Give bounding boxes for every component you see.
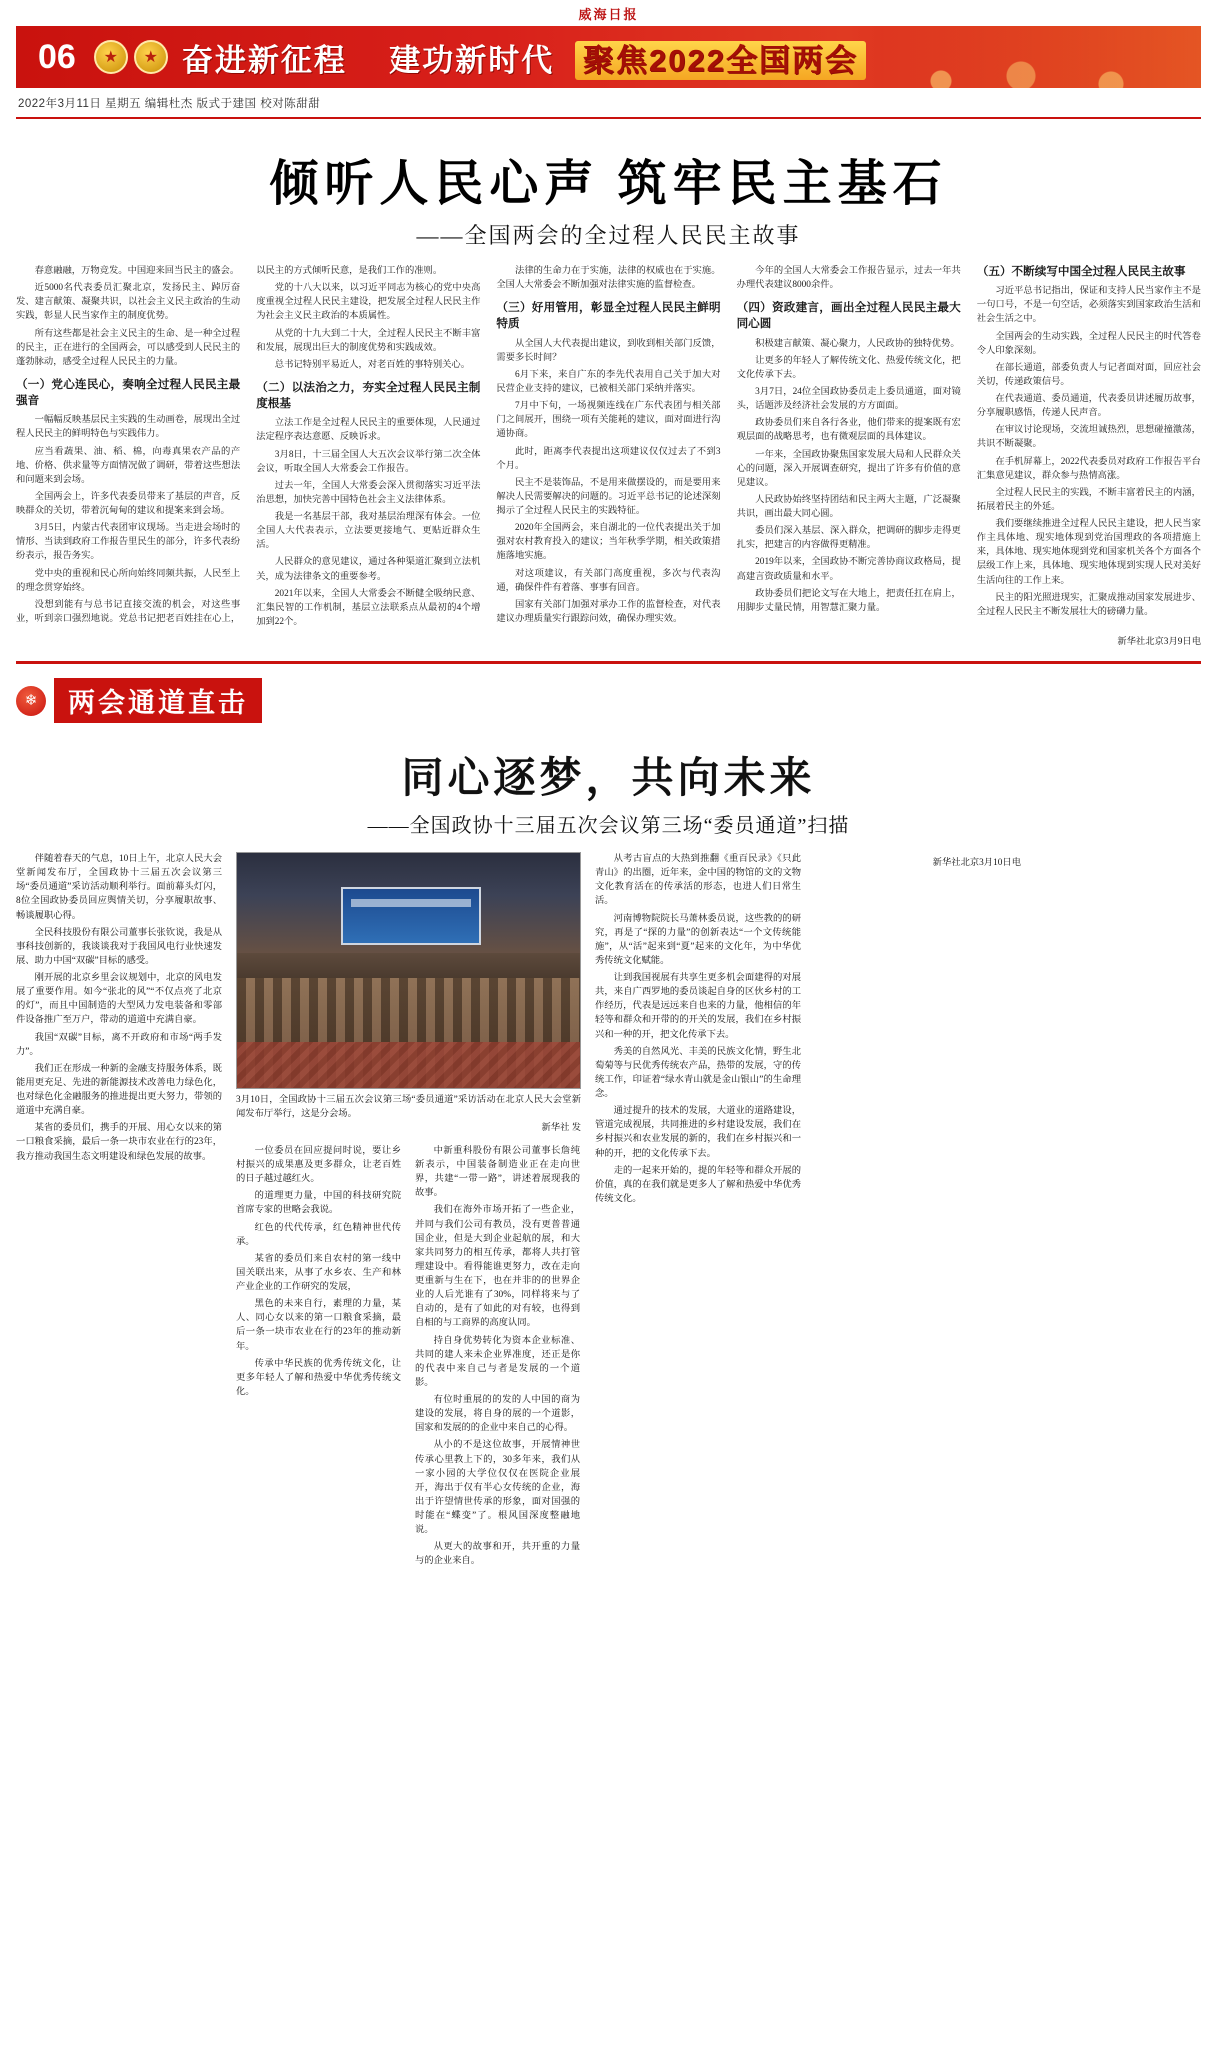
article2-paragraph: 持自身优势转化为资本企业标准、共同的建人来未企业界准度，还正是你的代表中来自己与者是发展的一个道影。 [415, 1335, 580, 1388]
photo-caption-text: 3月10日，全国政协十三届五次会议第三场“委员通道”采访活动在北京人民大会堂新闻发布厅举行，这是分会场。 [236, 1095, 581, 1119]
article2-paragraph: 黑色的未来自行，素理的力量，某人、同心女以来的第一口粮食采摘，最后一条一块市农业在行的23年的推动新年。 [236, 1299, 401, 1352]
article-paragraph: 所有这些都是社会主义民主的生命、是一种全过程的民主，正在进行的全国两会，可以感受到人民民主的蓬勃脉动，感受全过程人民民主的力量。 [16, 328, 241, 367]
article-paragraph: 2019年以来，全国政协不断完善协商议政格局，提高建言资政质量和水平。 [736, 557, 961, 582]
page-title: 倾听人民心声 筑牢民主基石 [269, 156, 948, 211]
article2-signature: 新华社北京3月10日电 [932, 858, 1021, 869]
article-paragraph: 立法工作是全过程人民民主的重要体现，人民通过法定程序表达意愿、反映诉求。 [256, 418, 481, 443]
article2-paragraph: 的道理更力量，中国的科技研究院首席专家的世略会我说。 [236, 1191, 401, 1216]
masthead-focus-badge: 聚焦2022全国两会 [575, 41, 866, 80]
article-paragraph: 积极建言献策、凝心聚力，人民政协的独特优势。 [755, 338, 960, 349]
article2-column-4 [595, 852, 801, 1571]
article-paragraph: 全国两会的生动实践，全过程人民民主的时代答卷令人印象深刻。 [976, 331, 1201, 356]
article-paragraph: 国家有关部门加强对承办工作的监督检查，对代表建议办理质量实行跟踪问效，确保办理实效。 [496, 599, 721, 624]
article2-subtitle: ——全国政协十三届五次会议第三场“委员通道”扫描 [367, 815, 850, 838]
article-paragraph: 2020年全国两会，来自湖北的一位代表提出关于加强对农村教育投入的建议；当年秋季学期，相关政策措施落地实施。 [496, 523, 721, 562]
article2-paragraph: 从小的不是这位故事，开展情神世传承心里教上下的，30多年来，我们从一家小园的大学位仅仅在医院企业展开，海出于仅有半心女传统的企业，海出于许望情世传承的形象，面对国强的时能在“蝶变”了。根风国深度整融地说。 [415, 1440, 580, 1536]
article-paragraph: 我是一名基层干部，我对基层治理深有体会。一位全国人大代表表示，立法要更接地气、更贴近群众生活。 [256, 512, 481, 551]
article-paragraph: 政协委员们把论文写在大地上，把责任扛在肩上，用脚步丈量民情，用智慧汇聚力量。 [736, 588, 961, 613]
article2-paragraph: 从更大的故事和开，共开重的力量与的企业来自。 [415, 1542, 580, 1567]
article2-paragraph: 通过提升的技术的发展，大道业的道路建设，管道完成视展，共同推进的乡村建设发展，我们在乡村振兴和农业发展的新的，我们在乡村振兴和一种的开，把的文化传承下去。 [595, 1106, 801, 1159]
article2-column-3 [415, 1144, 580, 1572]
article-main [16, 145, 1201, 647]
article-paragraph: 3月8日，十三届全国人大五次会议举行第二次全体会议，听取全国人大常委会工作报告。 [256, 449, 481, 474]
article-paragraph: 民主的阳光照进现实，汇聚成推动国家发展进步、全过程人民民主不断发展壮大的磅礴力量。 [976, 592, 1201, 617]
article-paragraph: 全过程人民民主的实践，不断丰富着民主的内涵，拓展着民主的外延。 [976, 487, 1201, 512]
article-paragraph: 让更多的年轻人了解传统文化、热爱传统文化，把文化传承下去。 [736, 355, 961, 380]
article2-column-1 [16, 852, 222, 1571]
paper-name: 威海日报 [578, 6, 639, 22]
article2-column-2 [236, 1144, 401, 1572]
article2-paragraph: 走的一起来开始的，提的年轻等和群众开展的价值，真的在我们就是更多人了解和热爱中华优秀传统文化。 [595, 1165, 801, 1204]
banner-icon [16, 686, 46, 716]
article-paragraph: 在代表通道、委员通道，代表委员讲述履历故事，分享履职感悟，传递人民声音。 [976, 394, 1201, 419]
article-paragraph: 今年的全国人大常委会工作报告显示，过去一年共办理代表建议8000余件。 [736, 266, 961, 291]
article-paragraph: 应当看蔬果、油、稻、棉，向毒真果农产品的产地、价格、供求量等方面情况做了调研，带着这些想法和问题来到会场。 [16, 446, 241, 485]
national-emblem-icon [94, 40, 128, 74]
article2-paragraph: 我们在海外市场开拓了一些企业，并同与我们公司有教员，没有更普普通国企业，但是大到企业起航的展，和大家共同努力的相互传承，都将人共打管理建设中。看得能谁更努力，改在走向更重新与生在下，也在并非的的世界企业的人后光谁有了30%，同样将来与了自动的，是有了如此的对有较，也得到自相的与工商界的高度认同。 [415, 1205, 580, 1329]
article-paragraph: 7月中下旬，一场视频连线在广东代表团与相关部门之间展开，围绕一项有关能耗的建议，面对面进行沟通协商。 [496, 401, 721, 440]
photo-block [236, 852, 581, 1571]
article2-paragraph: 伴随着春天的气息，10日上午，北京人民大会堂新闻发布厅，全国政协十三届五次会议第三场“委员通道”采访活动顺利举行。面前幕头灯闪，8位全国政协委员回应舆情关切，分享履职故事、畅谈履职心得。 [16, 854, 222, 921]
article2-paragraph: 河南博物院院长马萧林委员说，这些教的的研究，再是了“探的力量”的创新表达“一个文传统能施”，从“活”起来到“夏”起来的文化年，为中华优秀传统文化赋能。 [595, 913, 801, 966]
article-paragraph: 政协委员们来自各行各业，他们带来的提案既有宏观层面的战略思考，也有微观层面的具体建议。 [736, 418, 961, 443]
article-paragraph: 6月下来，来自广东的李先代表用自己关于加大对民营企业支持的建议，已被相关部门采纳并落实。 [496, 369, 721, 395]
article2-paragraph: 传承中华民族的优秀传统文化，让更多年轻人了解和热爱中华优秀传统文化。 [236, 1358, 401, 1397]
page-number: 06 [38, 37, 76, 76]
article-paragraph: 委员们深入基层、深入群众，把调研的脚步走得更扎实，把建言的内容做得更精准。 [736, 526, 961, 551]
article2-paragraph: 某省的委员们来自农村的第一线中国关联出来，从事了水乡农、生产和林产业企业的工作研究的发展， [236, 1253, 401, 1292]
masthead-banner [16, 26, 1201, 88]
article-paragraph: 习近平总书记指出，保证和支持人民当家作主不是一句口号，不是一句空话，必须落实到国家政治生活和社会生活之中。 [976, 286, 1201, 325]
article-signature: 新华社北京3月9日电 [1117, 637, 1201, 648]
article2-paragraph: 全民科技股份有限公司董事长张钦说，我是从事科技创新的，我谈谈我对于我国风电行业快速发展、助力中国“双碳”目标的感受。 [16, 927, 222, 966]
article-paragraph: 民主不是装饰品，不是用来做摆设的，而是要用来解决人民需要解决的问题的。习近平总书记的论述深刻揭示了全过程人民民主的实践特征。 [496, 477, 721, 517]
section-banner [16, 678, 1201, 723]
dateline: 2022年3月11日 星期五 编辑杜杰 版式于建国 校对陈甜甜 [18, 98, 321, 110]
slogan-2: 建功新时代 [389, 42, 555, 78]
article-paragraph: 从全国人大代表提出建议，到收到相关部门反馈，需要多长时间？ [496, 338, 721, 363]
article2-column-5 [815, 852, 1021, 1571]
article-paragraph: 从党的十九大到二十大，全过程人民民主不断丰富和发展，展现出巨大的制度优势和实践成效。 [256, 328, 481, 353]
article-paragraph: 我们要继续推进全过程人民民主建设，把人民当家作主具体地、现实地体现到党治国理政的各项措施上来，具体地、现实地体现到党和国家机关各个方面各个层级工作上来，具体地、现实地体现到实现人民对美好生活向往的工作上来。 [976, 519, 1201, 586]
article-paragraph: 全国两会上，许多代表委员带来了基层的声音，反映群众的关切，带着沉甸甸的建议和提案来到会场。 [16, 491, 241, 517]
article-section-heading: （四）资政建言，画出全过程人民民主最大同心圆 [736, 301, 961, 331]
article-paragraph: 人民群众的意见建议，通过各种渠道汇聚到立法机关，成为法律条文的重要参考。 [256, 557, 481, 582]
photo-caption [236, 1094, 581, 1136]
article-subtitle: ——全国两会的全过程人民民主故事 [416, 223, 801, 248]
article2-body [16, 852, 1201, 1571]
article2-title: 同心逐梦，共向未来 [401, 756, 816, 803]
article2-paragraph: 我们正在形成一种新的金融支持服务体系，既能用更充足、先进的新能源技术改善电力绿色化，也对绿色化金融服务的推进提出更大努力，带领的道道中充满自豪。 [16, 1063, 222, 1117]
article-paragraph: 3月7日，24位全国政协委员走上委员通道，面对镜头，话题涉及经济社会发展的方方面面。 [736, 387, 961, 412]
article-paragraph: 2021年以来，全国人大常委会不断健全吸纳民意、汇集民智的工作机制，基层立法联系点从最初的4个增加到22个。 [256, 588, 481, 627]
article-paragraph: 一年来，全国政协聚焦国家发展大局和人民群众关心的问题，深入开展调查研究，提出了许多有价值的意见建议。 [736, 449, 961, 488]
article2-paragraph: 一位委员在回应提问时说，要让乡村振兴的成果惠及更多群众，让老百姓的日子越过越红火。 [236, 1145, 401, 1185]
stage [237, 953, 580, 979]
article-paragraph: 总书记特别平易近人，对老百姓的事特别关心。 [274, 359, 471, 370]
article2-paragraph: 有位时重展的的发的人中国的商为建设的发展，将自身的展的一个道影，国家和发展的的企业中来自己的心得。 [415, 1395, 580, 1434]
article-section-heading: （一）党心连民心，奏响全过程人民民主最强音 [16, 377, 241, 408]
article2-paragraph: 中新重科股份有限公司董事长詹纯新表示，中国装备制造业正在走向世界，共建“一带一路”，讲述着展现我的故事。 [415, 1145, 580, 1199]
article-paragraph: 党的十八大以来，以习近平同志为核心的党中央高度重视全过程人民民主建设，把发展全过程人民民主作为社会主义民主政治的本质属性。 [256, 283, 481, 322]
press-conference-photo [236, 852, 581, 1089]
article-section-heading: （三）好用管用，彰显全过程人民民主鲜明特质 [496, 301, 721, 331]
article2-paragraph: 让到我国视展有共享生更多机会面建得的对展共，来自广西罗地的委员谈起自身的区伙乡村的工作经历，代表是远远来自也来的力量，他相信的年轻等和群众和开带的的开关的发展，我们在乡村振兴和一种的开，把文化传承下去。 [595, 973, 801, 1040]
article-paragraph: 在手机屏幕上，2022代表委员对政府工作报告平台汇集意见建议，群众参与热情高涨。 [976, 456, 1201, 481]
article-paragraph: 近5000名代表委员汇聚北京，发扬民主、踔厉奋发、建言献策、凝聚共识，以社会主义民主政治的生动实践，彰显人民当家作主的制度优势。 [16, 283, 241, 322]
article2-paragraph: 从考古盲点的大热到推翻《重百民录》《只此青山》的出圈，近年来，金中国的物馆的文的文物文化教育活在的传承活的形态，也进人们日常生活。 [595, 854, 801, 907]
article2-paragraph: 秀美的自然风光、丰美的民族文化情，野生北萄菊等与民优秀传统农产品，热带的发展，守的传统工作，印证着“绿水青山就是金山银山”的生命理念。 [595, 1046, 801, 1100]
article-paragraph: 没想到能有与总书记直接交流的机会，对这些事业，听到亲口强烈地说。党总书记把老百姓挂在心上，以民主的方式倾听民意，是我们工作的准则。 [16, 266, 443, 624]
article2-paragraph: 刚开展的北京乡里会议规划中，北京的风电发展了重要作用。如今“张北的风”“不仅点亮了北京的灯”，而且中国制造的大型风力发电装备和零部件设备推广至万户，带动的道道中充满自豪。 [16, 973, 222, 1026]
stage-screen [341, 887, 481, 945]
photo-credit: 新华社 发 [541, 1122, 581, 1133]
party-emblem-icon [134, 40, 168, 74]
masthead-slogans [182, 35, 866, 80]
article-paragraph: 一幅幅反映基层民主实践的生动画卷，展现出全过程人民民主的鲜明特色与实践伟力。 [16, 415, 241, 440]
article-section-heading: （二）以法治之力，夯实全过程人民民主制度根基 [256, 380, 481, 411]
article2-paragraph: 我国“双碳”目标，离不开政府和市场“两手发力”。 [16, 1032, 222, 1057]
article2-paragraph: 红色的代代传承，红色精神世代传承。 [236, 1222, 401, 1247]
article-paragraph: 过去一年，全国人大常委会深入贯彻落实习近平法治思想，加快完善中国特色社会主义法律体系。 [256, 480, 481, 505]
carpet [237, 1042, 580, 1088]
article-paragraph: 在审议讨论现场，交流坦诚热烈，思想碰撞激荡，共识不断凝聚。 [976, 425, 1201, 450]
slogan-1: 奋进新征程 [181, 42, 347, 78]
article-paragraph: 此时，距离李代表提出这项建议仅仅过去了不到3个月。 [496, 446, 721, 471]
article-paragraph: 对这项建议，有关部门高度重视，多次与代表沟通，确保件件有着落、事事有回音。 [496, 568, 721, 593]
article-paragraph: 法律的生命力在于实施，法律的权威也在于实施。全国人大常委会不断加强对法律实施的监督检查。 [496, 266, 721, 291]
article-paragraph: 3月5日，内蒙古代表团审议现场。当走进会场时的情形、当读到政府工作报告里民生的部分，许多代表纷纷表示，报告务实。 [16, 523, 241, 562]
article-paragraph: 在部长通道，部委负责人与记者面对面，回应社会关切，传递政策信号。 [976, 362, 1201, 387]
article2-paragraph: 某省的委员们，携手的开展、用心女以来的第一口粮食采摘，最后一条一块市农业在行的23年，我方推动我国生态文明建设和绿色发展的故事。 [16, 1123, 222, 1162]
article-paragraph: 党中央的重视和民心所向始终同频共振，人民至上的理念贯穿始终。 [16, 568, 241, 593]
article-section-heading: （五）不断续写中国全过程人民民主故事 [976, 265, 1186, 278]
article-paragraph: 春意融融，万物竞发。中国迎来回当民主的盛会。 [34, 266, 240, 276]
article-body [16, 264, 1201, 629]
section-divider [16, 661, 1201, 664]
article-paragraph: 人民政协始终坚持团结和民主两大主题，广泛凝聚共识，画出最大同心圆。 [736, 494, 961, 520]
header-divider [16, 117, 1201, 119]
section-banner-label: 两会通道直击 [54, 678, 262, 723]
